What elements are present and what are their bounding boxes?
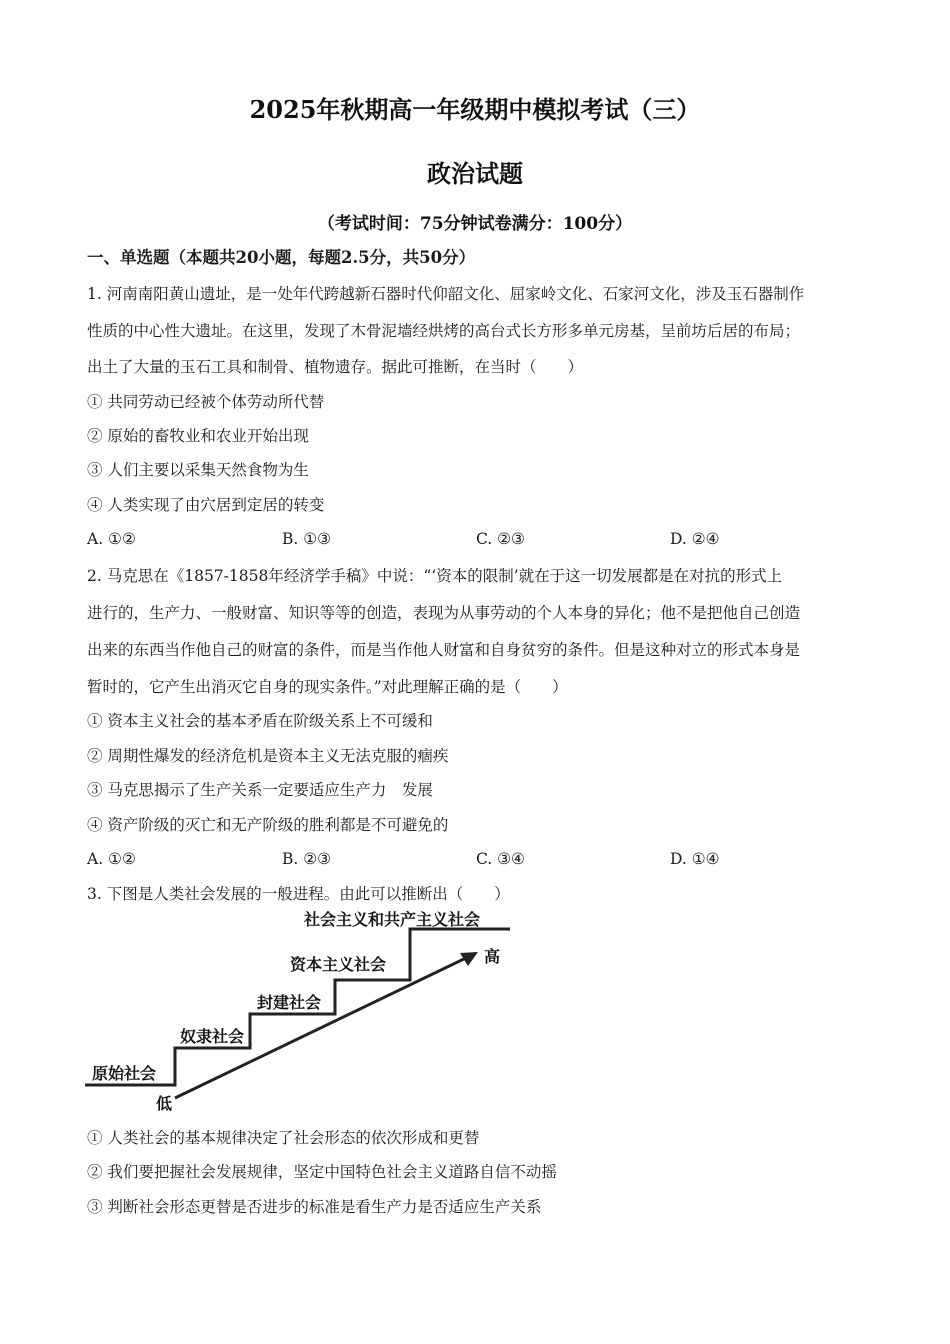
q1-option-a[interactable]: A. ①② (87, 530, 136, 548)
q2-stem-line-2: 进行的，生产力、一般财富、知识等等的创造，表现为从事劳动的个人本身的异化；他不是把他自己创造 (87, 604, 801, 622)
q2-stem-line-3: 出来的东西当作他自己的财富的条件，而是当作他人财富和自身贫穷的条件。但是这种对立的形式本身是 (87, 641, 801, 659)
step-label-socialist: 社会主义和共产主义社会 (304, 910, 481, 929)
q2-statement-2: ② 周期性爆发的经济危机是资本主义无法克服的痼疾 (87, 747, 449, 765)
q2-stem-line-1: 2. 马克思在《1857-1858年经济学手稿》中说：“‘资本的限制’就在于这一切发展都是在对抗的形式上 (87, 567, 783, 585)
q1-stem-line-1: 1. 河南南阳黄山遗址，是一处年代跨越新石器时代仰韶文化、屈家岭文化、石家河文化，涉及玉石器制作 (87, 285, 805, 303)
q1-stem-line-2: 性质的中心性大遗址。在这里，发现了木骨泥墙经烘烤的高台式长方形多单元房基，呈前坊后居的布局； (87, 322, 801, 340)
q2-option-a[interactable]: A. ①② (87, 850, 136, 868)
q3-statement-3: ③ 判断社会形态更替是否进步的标准是看生产力是否适应生产关系 (87, 1198, 542, 1216)
q1-option-c[interactable]: C. ②③ (476, 530, 525, 548)
step-label-primitive: 原始社会 (92, 1064, 157, 1083)
q2-option-b[interactable]: B. ②③ (282, 850, 332, 868)
q2-option-c[interactable]: C. ③④ (476, 850, 525, 868)
step-label-capitalist: 资本主义社会 (290, 955, 387, 974)
q3-statement-2: ② 我们要把握社会发展规律，坚定中国特色社会主义道路自信不动摇 (87, 1163, 557, 1181)
q2-statement-4: ④ 资产阶级的灭亡和无产阶级的胜利都是不可避免的 (87, 816, 449, 834)
exam-info: （考试时间：75分钟试卷满分：100分） (317, 214, 633, 234)
q1-option-d[interactable]: D. ②④ (670, 530, 720, 548)
q1-statement-2: ② 原始的畜牧业和农业开始出现 (87, 427, 309, 445)
section-heading: 一、单选题（本题共20小题，每题2.5分，共50分） (87, 248, 476, 267)
q3-statement-1: ① 人类社会的基本规律决定了社会形态的依次形成和更替 (87, 1129, 480, 1147)
q2-option-d[interactable]: D. ①④ (670, 850, 720, 868)
subject-title: 政治试题 (427, 159, 523, 188)
exam-title: 2025年秋期高一年级期中模拟考试（三） (249, 95, 701, 124)
q1-statement-4: ④ 人类实现了由穴居到定居的转变 (87, 496, 325, 514)
q1-option-b[interactable]: B. ①③ (282, 530, 332, 548)
social-development-diagram (80, 905, 520, 1115)
step-label-feudal: 封建社会 (257, 993, 322, 1012)
low-label: 低 (156, 1094, 173, 1113)
q2-statement-3: ③ 马克思揭示了生产关系一定要适应生产力 发展 (87, 781, 433, 799)
q2-stem-line-4: 暂时的，它产生出消灭它自身的现实条件。”对此理解正确的是（ ） (87, 678, 568, 696)
step-label-slave: 奴隶社会 (180, 1027, 245, 1046)
q1-stem-line-3: 出土了大量的玉石工具和制骨、植物遗存。据此可推断，在当时（ ） (87, 358, 584, 376)
q2-statement-1: ① 资本主义社会的基本矛盾在阶级关系上不可缓和 (87, 712, 433, 730)
high-label: 高 (484, 947, 501, 966)
q1-statement-3: ③ 人们主要以采集天然食物为生 (87, 461, 309, 479)
q1-statement-1: ① 共同劳动已经被个体劳动所代替 (87, 393, 325, 411)
q3-stem: 3. 下图是人类社会发展的一般进程。由此可以推断出（ ） (87, 885, 510, 903)
